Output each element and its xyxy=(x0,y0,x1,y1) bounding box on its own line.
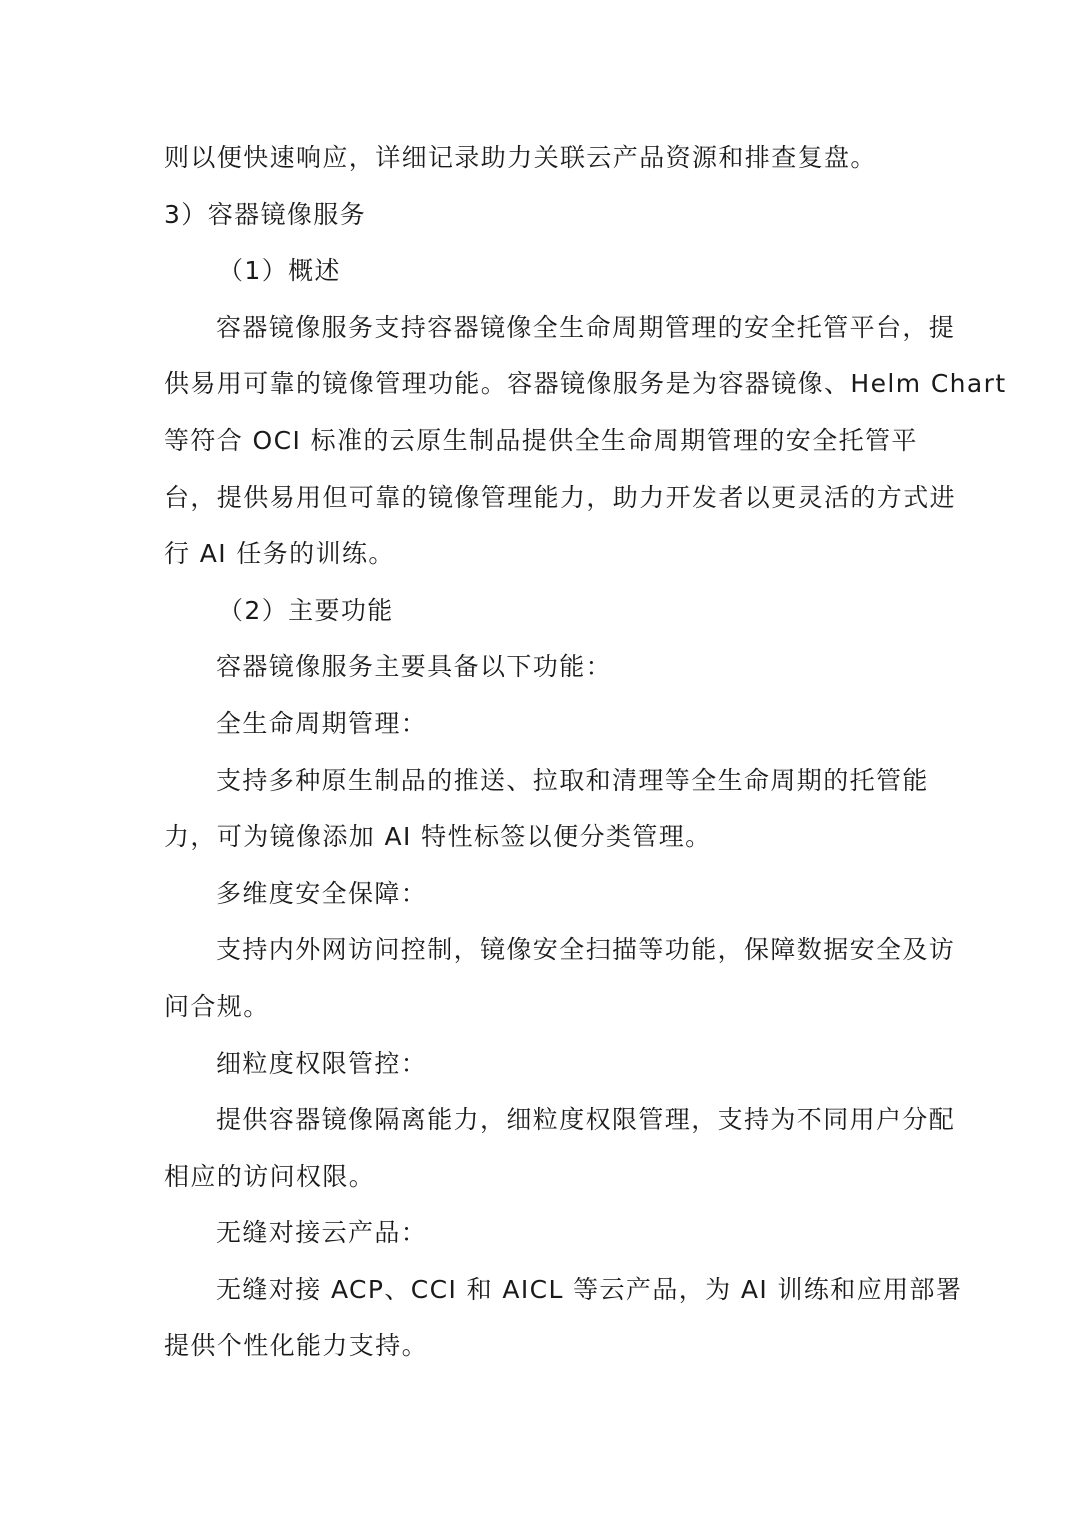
document-body xyxy=(164,130,1007,1375)
paragraph-line: 力，可为镜像添加 AI 特性标签以便分类管理。 xyxy=(164,822,712,852)
section-heading: 3）容器镜像服务 xyxy=(164,199,367,229)
paragraph-line: 容器镜像服务主要具备以下功能： xyxy=(216,652,613,682)
paragraph-line: 供易用可靠的镜像管理功能。容器镜像服务是为容器镜像、Helm Chart xyxy=(164,369,1007,399)
paragraph-line: 无缝对接 ACP、CCI 和 AICL 等云产品，为 AI 训练和应用部署 xyxy=(216,1274,963,1304)
paragraph-line: 等符合 OCI 标准的云原生制品提供全生命周期管理的安全托管平 xyxy=(164,425,918,455)
feature-heading: 细粒度权限管控： xyxy=(216,1048,428,1078)
feature-heading: 全生命周期管理： xyxy=(216,708,428,738)
subsection-heading: （2）主要功能 xyxy=(218,595,394,625)
subsection-heading: （1）概述 xyxy=(218,256,341,286)
paragraph-line: 支持内外网访问控制，镜像安全扫描等功能，保障数据安全及访 xyxy=(216,935,956,965)
paragraph-line: 台，提供易用但可靠的镜像管理能力，助力开发者以更灵活的方式进 xyxy=(164,482,957,512)
paragraph-line: 提供个性化能力支持。 xyxy=(164,1331,429,1361)
feature-heading: 多维度安全保障： xyxy=(216,878,428,908)
paragraph-line: 相应的访问权限。 xyxy=(164,1161,376,1191)
paragraph-line: 支持多种原生制品的推送、拉取和清理等全生命周期的托管能 xyxy=(216,765,929,795)
text-line: 则以便快速响应，详细记录助力关联云产品资源和排查复盘。 xyxy=(164,143,877,172)
paragraph-line: 问合规。 xyxy=(164,991,270,1021)
paragraph-line: 容器镜像服务支持容器镜像全生命周期管理的安全托管平台，提 xyxy=(216,312,956,342)
feature-heading: 无缝对接云产品： xyxy=(216,1218,428,1248)
paragraph-line: 行 AI 任务的训练。 xyxy=(164,539,395,569)
paragraph-line: 提供容器镜像隔离能力，细粒度权限管理，支持为不同用户分配 xyxy=(216,1105,956,1135)
